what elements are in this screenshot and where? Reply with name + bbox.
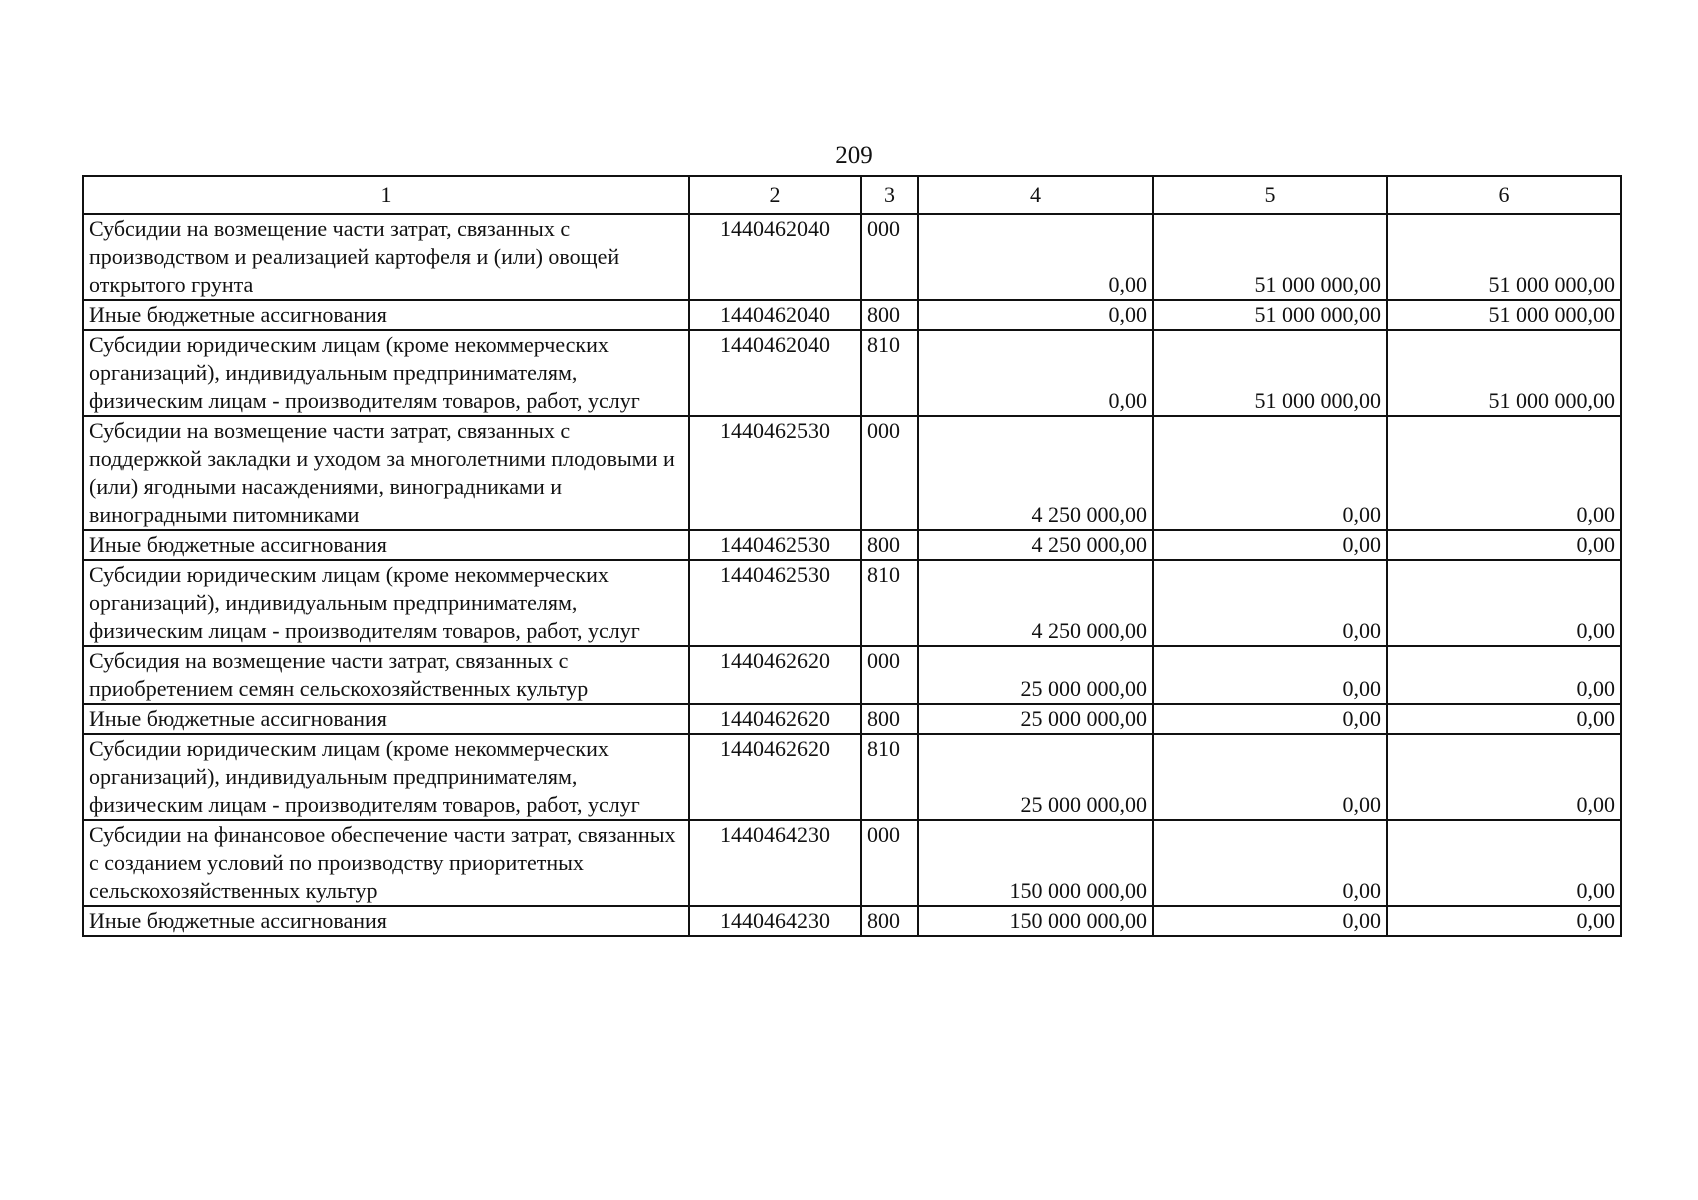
row-expense-type: 800 <box>861 300 918 330</box>
row-amount-col4: 25 000 000,00 <box>918 734 1153 820</box>
table-row <box>83 214 1621 300</box>
table-row <box>83 560 1621 646</box>
row-expense-type: 800 <box>861 530 918 560</box>
row-code: 1440462530 <box>689 560 861 646</box>
row-expense-type: 000 <box>861 416 918 530</box>
row-amount-col5: 0,00 <box>1153 734 1387 820</box>
row-expense-type: 810 <box>861 560 918 646</box>
table-row <box>83 820 1621 906</box>
page-number: 209 <box>835 142 873 169</box>
row-expense-type: 810 <box>861 330 918 416</box>
row-code: 1440462620 <box>689 646 861 704</box>
row-name: Иные бюджетные ассигнования <box>83 906 689 936</box>
row-code: 1440462620 <box>689 704 861 734</box>
table-row <box>83 300 1621 330</box>
column-header-6: 6 <box>1387 176 1621 214</box>
row-amount-col6: 51 000 000,00 <box>1387 330 1621 416</box>
table-header-row <box>83 176 1621 214</box>
row-amount-col5: 0,00 <box>1153 704 1387 734</box>
row-expense-type: 800 <box>861 704 918 734</box>
row-amount-col4: 150 000 000,00 <box>918 820 1153 906</box>
row-amount-col5: 0,00 <box>1153 906 1387 936</box>
row-name: Субсидии на возмещение части затрат, связанных с поддержкой закладки и уходом за многолетними плодовыми и (или) ягодными насаждениями, виноградниками и виноградными питомниками <box>83 416 689 530</box>
table-row <box>83 646 1621 704</box>
row-amount-col5: 0,00 <box>1153 530 1387 560</box>
row-name: Субсидии на финансовое обеспечение части затрат, связанных с созданием условий по производству приоритетных сельскохозяйственных культур <box>83 820 689 906</box>
row-amount-col6: 0,00 <box>1387 416 1621 530</box>
row-amount-col4: 4 250 000,00 <box>918 416 1153 530</box>
row-amount-col4: 4 250 000,00 <box>918 530 1153 560</box>
row-amount-col6: 0,00 <box>1387 646 1621 704</box>
table-row <box>83 906 1621 936</box>
row-code: 1440462530 <box>689 530 861 560</box>
row-name: Иные бюджетные ассигнования <box>83 704 689 734</box>
row-amount-col4: 0,00 <box>918 300 1153 330</box>
row-amount-col6: 0,00 <box>1387 530 1621 560</box>
row-code: 1440464230 <box>689 820 861 906</box>
table-row <box>83 734 1621 820</box>
row-name: Субсидии на возмещение части затрат, связанных с производством и реализацией картофеля и (или) овощей открытого грунта <box>83 214 689 300</box>
column-header-5: 5 <box>1153 176 1387 214</box>
row-amount-col5: 0,00 <box>1153 560 1387 646</box>
row-amount-col5: 51 000 000,00 <box>1153 300 1387 330</box>
row-code: 1440462530 <box>689 416 861 530</box>
row-amount-col6: 0,00 <box>1387 820 1621 906</box>
row-amount-col6: 0,00 <box>1387 704 1621 734</box>
row-amount-col4: 0,00 <box>918 330 1153 416</box>
column-header-1: 1 <box>83 176 689 214</box>
column-header-4: 4 <box>918 176 1153 214</box>
row-amount-col5: 0,00 <box>1153 820 1387 906</box>
row-amount-col5: 0,00 <box>1153 416 1387 530</box>
row-expense-type: 810 <box>861 734 918 820</box>
row-code: 1440462040 <box>689 214 861 300</box>
row-amount-col6: 51 000 000,00 <box>1387 214 1621 300</box>
row-amount-col4: 25 000 000,00 <box>918 704 1153 734</box>
row-amount-col6: 0,00 <box>1387 560 1621 646</box>
row-name: Субсидия на возмещение части затрат, связанных с приобретением семян сельскохозяйственных культур <box>83 646 689 704</box>
column-header-3: 3 <box>861 176 918 214</box>
row-amount-col6: 0,00 <box>1387 906 1621 936</box>
row-expense-type: 000 <box>861 646 918 704</box>
table-row <box>83 530 1621 560</box>
table-row <box>83 330 1621 416</box>
row-code: 1440462620 <box>689 734 861 820</box>
row-name: Иные бюджетные ассигнования <box>83 530 689 560</box>
row-amount-col4: 25 000 000,00 <box>918 646 1153 704</box>
row-expense-type: 000 <box>861 820 918 906</box>
row-amount-col4: 0,00 <box>918 214 1153 300</box>
row-amount-col6: 51 000 000,00 <box>1387 300 1621 330</box>
row-name: Субсидии юридическим лицам (кроме некоммерческих организаций), индивидуальным предпринимателям, физическим лицам - производителям товаров, работ, услуг <box>83 330 689 416</box>
column-header-2: 2 <box>689 176 861 214</box>
row-code: 1440462040 <box>689 300 861 330</box>
budget-table <box>82 175 1622 937</box>
row-code: 1440464230 <box>689 906 861 936</box>
row-amount-col5: 51 000 000,00 <box>1153 214 1387 300</box>
table-row <box>83 704 1621 734</box>
row-amount-col5: 0,00 <box>1153 646 1387 704</box>
row-name: Субсидии юридическим лицам (кроме некоммерческих организаций), индивидуальным предпринимателям, физическим лицам - производителям товаров, работ, услуг <box>83 560 689 646</box>
row-expense-type: 000 <box>861 214 918 300</box>
row-amount-col5: 51 000 000,00 <box>1153 330 1387 416</box>
row-expense-type: 800 <box>861 906 918 936</box>
row-name: Субсидии юридическим лицам (кроме некоммерческих организаций), индивидуальным предпринимателям, физическим лицам - производителям товаров, работ, услуг <box>83 734 689 820</box>
row-amount-col6: 0,00 <box>1387 734 1621 820</box>
row-amount-col4: 150 000 000,00 <box>918 906 1153 936</box>
row-name: Иные бюджетные ассигнования <box>83 300 689 330</box>
row-code: 1440462040 <box>689 330 861 416</box>
row-amount-col4: 4 250 000,00 <box>918 560 1153 646</box>
table-row <box>83 416 1621 530</box>
